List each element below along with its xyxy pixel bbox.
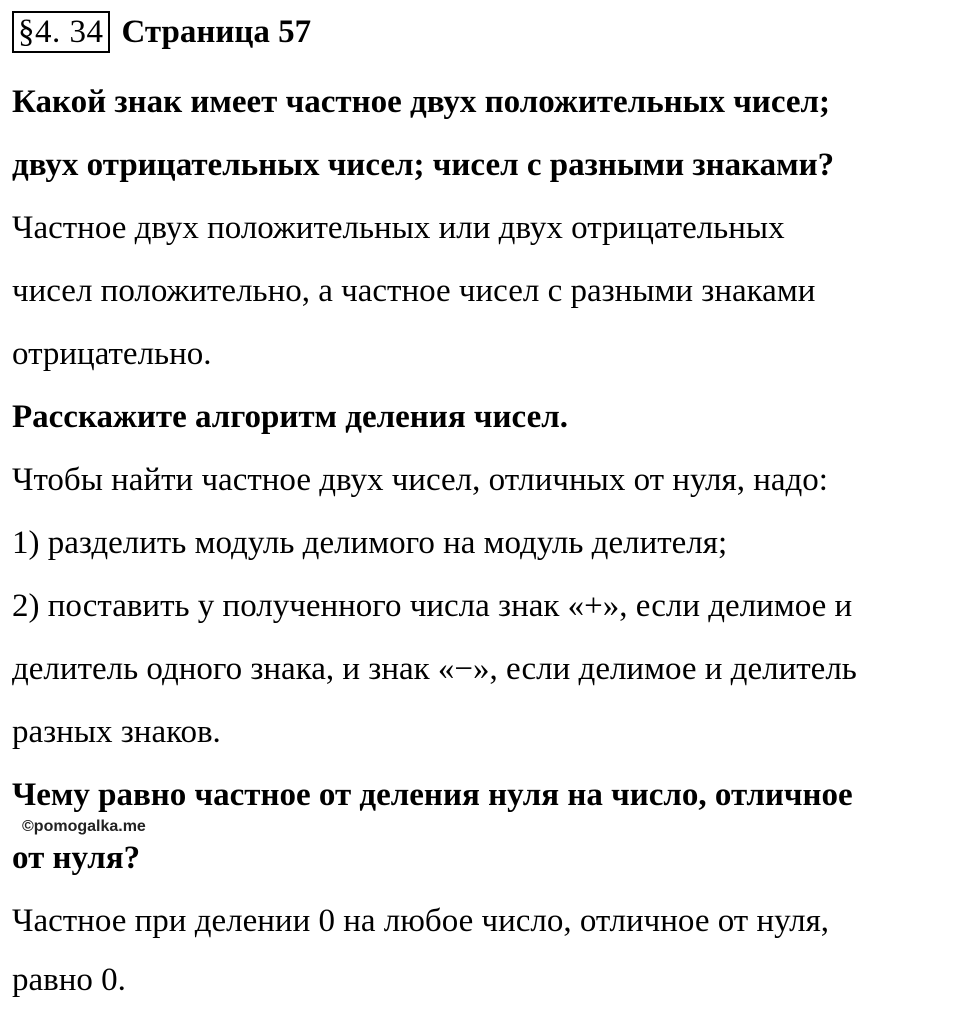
- answer-line: 1) разделить модуль делимого на модуль делителя;: [12, 525, 728, 561]
- section-number-box: §4. 34: [12, 11, 110, 53]
- question-line: Чему равно частное от деления нуля на число, отличное: [12, 777, 853, 813]
- answer-line: 2) поставить у полученного числа знак «+», если делимое и: [12, 588, 853, 624]
- answer-line: Чтобы найти частное двух чисел, отличных от нуля, надо:: [12, 462, 828, 498]
- question-line: от нуля?: [12, 840, 141, 876]
- answer-line: чисел положительно, а частное чисел с разными знаками: [12, 273, 816, 309]
- page-title: Страница 57: [121, 13, 312, 50]
- answer-line: Частное при делении 0 на любое число, отличное от нуля,: [12, 903, 830, 939]
- question-line: Расскажите алгоритм деления чисел.: [12, 399, 569, 435]
- question-line: двух отрицательных чисел; чисел с разными знаками?: [12, 147, 835, 183]
- answer-line: отрицательно.: [12, 336, 212, 372]
- page-header: [12, 6, 311, 58]
- answer-line: делитель одного знака, и знак «−», если делимое и делитель: [12, 651, 857, 687]
- watermark-text: ©pomogalka.me: [22, 818, 146, 835]
- answer-line: равно 0.: [12, 962, 126, 998]
- question-line: Какой знак имеет частное двух положительных чисел;: [12, 84, 831, 120]
- answer-line: разных знаков.: [12, 714, 221, 750]
- answer-line: Частное двух положительных или двух отрицательных: [12, 210, 785, 246]
